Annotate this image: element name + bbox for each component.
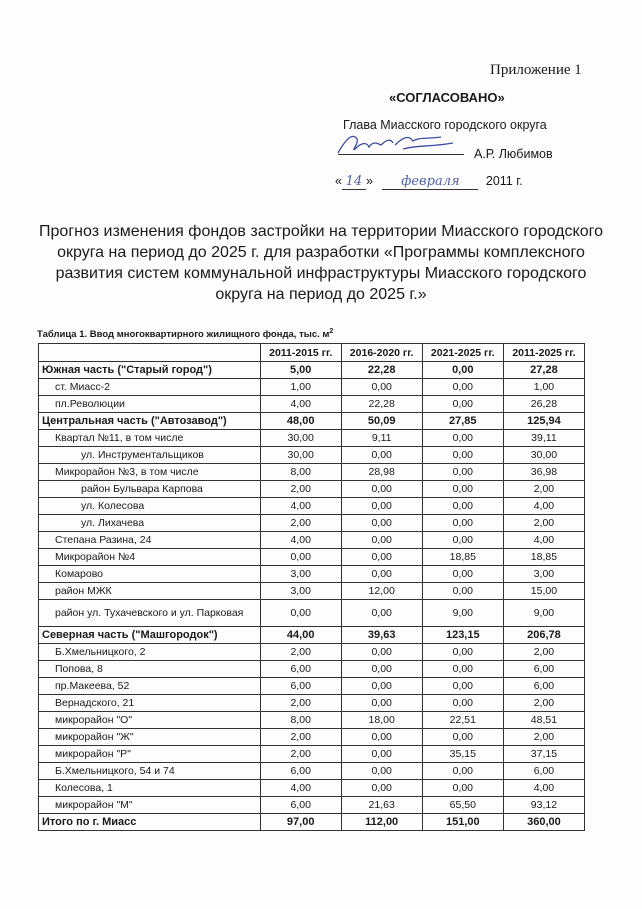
column-header: 2011-2015 гг. (260, 344, 341, 362)
row-value: 30,00 (260, 430, 341, 447)
row-value: 0,00 (422, 498, 503, 515)
head-name: А.Р. Любимов (474, 147, 553, 161)
row-value: 0,00 (341, 780, 422, 797)
row-value: 22,28 (341, 362, 422, 379)
row-name: Колесова, 1 (39, 780, 261, 797)
row-value: 2,00 (260, 746, 341, 763)
row-name: ул. Колесова (39, 498, 261, 515)
date-year: 2011 г. (485, 174, 523, 188)
row-value: 0,00 (422, 644, 503, 661)
row-value: 8,00 (260, 464, 341, 481)
row-value: 93,12 (503, 797, 584, 814)
row-value: 9,00 (422, 600, 503, 627)
row-value: 6,00 (260, 661, 341, 678)
row-name: Комарово (39, 566, 261, 583)
row-value: 2,00 (260, 644, 341, 661)
table-row (39, 780, 585, 797)
row-value: 65,50 (422, 797, 503, 814)
row-value: 0,00 (422, 379, 503, 396)
row-value: 0,00 (422, 729, 503, 746)
row-name: Центральная часть ("Автозавод") (39, 413, 261, 430)
row-value: 6,00 (260, 763, 341, 780)
row-value: 112,00 (341, 814, 422, 831)
row-name: Попова, 8 (39, 661, 261, 678)
row-value: 0,00 (341, 566, 422, 583)
row-value: 27,85 (422, 413, 503, 430)
row-name: Южная часть ("Старый город") (39, 362, 261, 379)
table-row (39, 712, 585, 729)
row-value: 206,78 (503, 627, 584, 644)
row-value: 28,98 (341, 464, 422, 481)
row-value: 39,63 (341, 627, 422, 644)
row-value: 0,00 (422, 532, 503, 549)
row-value: 4,00 (503, 532, 584, 549)
row-name: Б.Хмельницкого, 2 (39, 644, 261, 661)
row-value: 2,00 (260, 515, 341, 532)
row-name: Северная часть ("Машгородок") (39, 627, 261, 644)
row-value: 0,00 (341, 763, 422, 780)
row-name: ул. Лихачева (39, 515, 261, 532)
table-row (39, 379, 585, 396)
row-value: 6,00 (503, 763, 584, 780)
column-header: 2021-2025 гг. (422, 344, 503, 362)
table-row (39, 763, 585, 780)
row-value: 0,00 (341, 549, 422, 566)
row-value: 39,11 (503, 430, 584, 447)
table-row (39, 627, 585, 644)
approval-stamp-text: «СОГЛАСОВАНО» (389, 90, 505, 105)
row-value: 2,00 (503, 695, 584, 712)
row-value: 4,00 (260, 498, 341, 515)
row-value: 0,00 (260, 549, 341, 566)
row-value: 26,28 (503, 396, 584, 413)
table-row (39, 447, 585, 464)
row-value: 44,00 (260, 627, 341, 644)
row-name: район МЖК (39, 583, 261, 600)
table-caption-sup: 2 (329, 328, 334, 335)
row-value: 2,00 (503, 481, 584, 498)
row-value: 2,00 (503, 644, 584, 661)
row-value: 0,00 (341, 746, 422, 763)
appendix-label: Приложение 1 (490, 62, 582, 78)
row-value: 0,00 (422, 464, 503, 481)
row-value: 2,00 (503, 515, 584, 532)
row-value: 3,00 (260, 583, 341, 600)
approval-date (335, 174, 523, 190)
row-value: 18,85 (422, 549, 503, 566)
table-row (39, 695, 585, 712)
row-value: 0,00 (341, 379, 422, 396)
row-value: 8,00 (260, 712, 341, 729)
table-row (39, 600, 585, 627)
row-value: 0,00 (422, 763, 503, 780)
row-name: пр.Макеева, 52 (39, 678, 261, 695)
row-value: 22,51 (422, 712, 503, 729)
row-value: 0,00 (422, 396, 503, 413)
row-name: Итого по г. Миасс (39, 814, 261, 831)
date-open-quote: « (335, 174, 342, 188)
row-value: 360,00 (503, 814, 584, 831)
row-value: 0,00 (422, 780, 503, 797)
row-name: микрорайон "Р" (39, 746, 261, 763)
row-value: 0,00 (341, 729, 422, 746)
table-row (39, 678, 585, 695)
row-value: 0,00 (341, 644, 422, 661)
table-row (39, 515, 585, 532)
document-title: Прогноз изменения фондов застройки на территории Миасского городского округа на период до 2025 г. для разработки «Программы комплексного развития систем коммунальной инфраструктуры Миасского городского округа на период до 2025 г.» (39, 223, 603, 303)
row-value: 0,00 (341, 678, 422, 695)
row-value: 6,00 (503, 678, 584, 695)
row-value: 4,00 (260, 532, 341, 549)
head-title: Глава Миасского городского округа (343, 118, 547, 132)
table-row (39, 498, 585, 515)
row-value: 0,00 (422, 430, 503, 447)
date-day: 14 (342, 174, 366, 190)
row-value: 6,00 (503, 661, 584, 678)
row-name: Квартал №11, в том числе (39, 430, 261, 447)
row-value: 3,00 (260, 566, 341, 583)
table-caption-text: Таблица 1. Ввод многоквартирного жилищного фонда, тыс. м (37, 329, 330, 341)
row-value: 0,00 (422, 515, 503, 532)
row-name: пл.Революции (39, 396, 261, 413)
table-row (39, 413, 585, 430)
housing-table (38, 343, 585, 831)
row-value: 12,00 (341, 583, 422, 600)
row-value: 18,00 (341, 712, 422, 729)
row-value: 0,00 (341, 532, 422, 549)
row-name: ст. Миасс-2 (39, 379, 261, 396)
row-value: 0,00 (341, 447, 422, 464)
row-value: 123,15 (422, 627, 503, 644)
table-row (39, 396, 585, 413)
row-value: 4,00 (260, 396, 341, 413)
row-value: 1,00 (260, 379, 341, 396)
row-name: микрорайон "О" (39, 712, 261, 729)
date-month: февраля (382, 174, 478, 190)
table-row (39, 532, 585, 549)
row-value: 50,09 (341, 413, 422, 430)
row-value: 0,00 (341, 661, 422, 678)
row-value: 0,00 (260, 600, 341, 627)
table-row (39, 566, 585, 583)
row-value: 3,00 (503, 566, 584, 583)
row-name: район Бульвара Карпова (39, 481, 261, 498)
table-row (39, 814, 585, 831)
column-header: 2011-2025 гг. (503, 344, 584, 362)
row-value: 0,00 (422, 678, 503, 695)
row-name: Микрорайон №3, в том числе (39, 464, 261, 481)
row-value: 48,00 (260, 413, 341, 430)
row-value: 2,00 (260, 729, 341, 746)
table-row (39, 746, 585, 763)
row-value: 21,63 (341, 797, 422, 814)
row-value: 0,00 (422, 481, 503, 498)
row-value: 30,00 (503, 447, 584, 464)
row-value: 9,00 (503, 600, 584, 627)
row-value: 0,00 (422, 362, 503, 379)
row-value: 0,00 (422, 695, 503, 712)
table-caption (37, 328, 333, 340)
column-header: 2016-2020 гг. (341, 344, 422, 362)
row-value: 4,00 (503, 780, 584, 797)
table-row (39, 430, 585, 447)
row-value: 0,00 (422, 566, 503, 583)
row-value: 22,28 (341, 396, 422, 413)
row-name: микрорайон "М" (39, 797, 261, 814)
date-close-quote: » (365, 174, 373, 188)
row-value: 0,00 (341, 515, 422, 532)
row-name: ул. Инструментальщиков (39, 447, 261, 464)
row-value: 9,11 (341, 430, 422, 447)
row-name: микрорайон "Ж" (39, 729, 261, 746)
row-value: 1,00 (503, 379, 584, 396)
row-value: 2,00 (260, 481, 341, 498)
row-value: 27,28 (503, 362, 584, 379)
row-value: 15,00 (503, 583, 584, 600)
row-value: 35,15 (422, 746, 503, 763)
row-value: 0,00 (341, 498, 422, 515)
row-value: 18,85 (503, 549, 584, 566)
table-row (39, 549, 585, 566)
row-value: 0,00 (422, 447, 503, 464)
row-value: 151,00 (422, 814, 503, 831)
row-value: 0,00 (341, 695, 422, 712)
row-name: Вернадского, 21 (39, 695, 261, 712)
table-row (39, 797, 585, 814)
row-value: 37,15 (503, 746, 584, 763)
row-value: 0,00 (422, 661, 503, 678)
row-value: 6,00 (260, 678, 341, 695)
row-value: 4,00 (503, 498, 584, 515)
row-name: Микрорайон №4 (39, 549, 261, 566)
signature-line (338, 154, 464, 155)
table-header-row (39, 344, 585, 362)
table-row (39, 729, 585, 746)
row-value: 6,00 (260, 797, 341, 814)
column-header (39, 344, 261, 362)
table-row (39, 661, 585, 678)
row-value: 0,00 (341, 600, 422, 627)
row-name: район ул. Тухачевского и ул. Парковая (39, 600, 261, 627)
table-row (39, 583, 585, 600)
row-value: 4,00 (260, 780, 341, 797)
row-value: 2,00 (260, 695, 341, 712)
row-value: 125,94 (503, 413, 584, 430)
table-row (39, 464, 585, 481)
table-row (39, 644, 585, 661)
row-value: 0,00 (422, 583, 503, 600)
row-name: Степана Разина, 24 (39, 532, 261, 549)
row-value: 97,00 (260, 814, 341, 831)
row-name: Б.Хмельницкого, 54 и 74 (39, 763, 261, 780)
row-value: 48,51 (503, 712, 584, 729)
table-row (39, 481, 585, 498)
row-value: 30,00 (260, 447, 341, 464)
row-value: 2,00 (503, 729, 584, 746)
row-value: 36,98 (503, 464, 584, 481)
row-value: 0,00 (341, 481, 422, 498)
row-value: 5,00 (260, 362, 341, 379)
table-row (39, 362, 585, 379)
